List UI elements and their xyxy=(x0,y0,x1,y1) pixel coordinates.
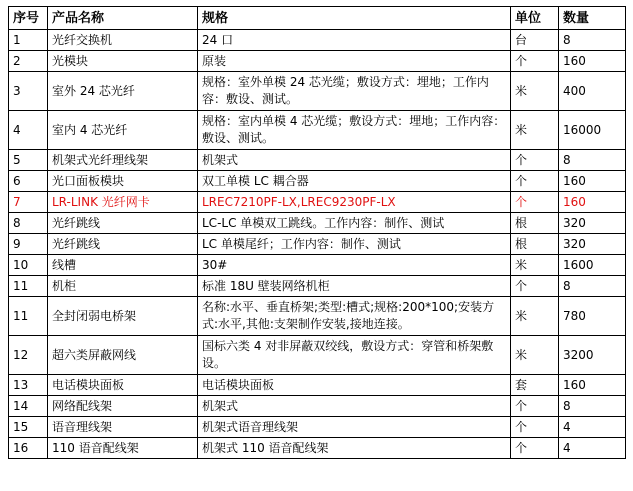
cell-qty: 160 xyxy=(559,171,626,192)
cell-qty: 320 xyxy=(559,234,626,255)
cell-unit: 个 xyxy=(511,417,559,438)
table-row xyxy=(9,192,626,213)
cell-qty: 160 xyxy=(559,192,626,213)
table-row xyxy=(9,234,626,255)
cell-qty: 4 xyxy=(559,417,626,438)
cell-no: 16 xyxy=(9,438,48,459)
cell-name: 网络配线架 xyxy=(48,396,198,417)
cell-name: 光纤交换机 xyxy=(48,30,198,51)
table-row xyxy=(9,396,626,417)
cell-spec: 双工单模 LC 耦合器 xyxy=(198,171,511,192)
cell-no: 15 xyxy=(9,417,48,438)
cell-unit: 个 xyxy=(511,171,559,192)
table-row xyxy=(9,51,626,72)
cell-name: 光模块 xyxy=(48,51,198,72)
table-row xyxy=(9,438,626,459)
table-body xyxy=(9,30,626,459)
table-row xyxy=(9,336,626,375)
cell-spec: 电话模块面板 xyxy=(198,375,511,396)
table-row xyxy=(9,213,626,234)
cell-no: 4 xyxy=(9,111,48,150)
cell-spec: 30# xyxy=(198,255,511,276)
cell-spec: 原装 xyxy=(198,51,511,72)
cell-unit: 个 xyxy=(511,396,559,417)
cell-spec: 24 口 xyxy=(198,30,511,51)
cell-unit: 米 xyxy=(511,336,559,375)
cell-qty: 1600 xyxy=(559,255,626,276)
cell-no: 12 xyxy=(9,336,48,375)
cell-qty: 400 xyxy=(559,72,626,111)
cell-no: 5 xyxy=(9,150,48,171)
cell-unit: 套 xyxy=(511,375,559,396)
cell-name: 光纤跳线 xyxy=(48,213,198,234)
cell-unit: 米 xyxy=(511,297,559,336)
table-row xyxy=(9,30,626,51)
table-row xyxy=(9,111,626,150)
header-name: 产品名称 xyxy=(48,7,198,30)
cell-no: 10 xyxy=(9,255,48,276)
cell-no: 6 xyxy=(9,171,48,192)
cell-no: 13 xyxy=(9,375,48,396)
cell-name: 机架式光纤理线架 xyxy=(48,150,198,171)
cell-unit: 根 xyxy=(511,213,559,234)
cell-no: 11 xyxy=(9,297,48,336)
cell-unit: 个 xyxy=(511,192,559,213)
cell-name: 光口面板模块 xyxy=(48,171,198,192)
cell-name: 电话模块面板 xyxy=(48,375,198,396)
cell-no: 8 xyxy=(9,213,48,234)
cell-spec: 机架式 xyxy=(198,396,511,417)
cell-spec: 标准 18U 壁装网络机柜 xyxy=(198,276,511,297)
cell-spec: 机架式 110 语音配线架 xyxy=(198,438,511,459)
cell-unit: 米 xyxy=(511,72,559,111)
cell-spec: 名称:水平、垂直桥架;类型:槽式;规格:200*100;安装方式:水平,其他:支架制作安装,接地连接。 xyxy=(198,297,511,336)
cell-qty: 160 xyxy=(559,51,626,72)
table-row xyxy=(9,255,626,276)
cell-unit: 米 xyxy=(511,255,559,276)
table-row xyxy=(9,297,626,336)
header-qty: 数量 xyxy=(559,7,626,30)
table-row xyxy=(9,150,626,171)
cell-qty: 160 xyxy=(559,375,626,396)
cell-no: 2 xyxy=(9,51,48,72)
cell-unit: 米 xyxy=(511,111,559,150)
cell-unit: 个 xyxy=(511,438,559,459)
cell-spec: LREC7210PF-LX,LREC9230PF-LX xyxy=(198,192,511,213)
cell-name: 机柜 xyxy=(48,276,198,297)
table-row xyxy=(9,417,626,438)
product-spec-table xyxy=(8,6,626,459)
cell-name: 光纤跳线 xyxy=(48,234,198,255)
cell-qty: 8 xyxy=(559,30,626,51)
cell-qty: 8 xyxy=(559,396,626,417)
cell-no: 11 xyxy=(9,276,48,297)
table-header-row xyxy=(9,7,626,30)
cell-no: 3 xyxy=(9,72,48,111)
cell-unit: 个 xyxy=(511,276,559,297)
table-row xyxy=(9,276,626,297)
cell-spec: 国标六类 4 对非屏蔽双绞线，敷设方式：穿管和桥架敷设。 xyxy=(198,336,511,375)
cell-unit: 根 xyxy=(511,234,559,255)
cell-name: 110 语音配线架 xyxy=(48,438,198,459)
cell-spec: 规格：室内单模 4 芯光缆；敷设方式：埋地；工作内容：敷设、测试。 xyxy=(198,111,511,150)
cell-name: 全封闭弱电桥架 xyxy=(48,297,198,336)
cell-qty: 780 xyxy=(559,297,626,336)
table-row xyxy=(9,72,626,111)
header-unit: 单位 xyxy=(511,7,559,30)
cell-unit: 个 xyxy=(511,150,559,171)
cell-spec: 机架式 xyxy=(198,150,511,171)
cell-unit: 台 xyxy=(511,30,559,51)
cell-no: 9 xyxy=(9,234,48,255)
cell-unit: 个 xyxy=(511,51,559,72)
cell-qty: 3200 xyxy=(559,336,626,375)
table-row xyxy=(9,375,626,396)
cell-spec: LC-LC 单模双工跳线。工作内容：制作、测试 xyxy=(198,213,511,234)
cell-qty: 8 xyxy=(559,276,626,297)
cell-name: 室内 4 芯光纤 xyxy=(48,111,198,150)
cell-qty: 320 xyxy=(559,213,626,234)
table-row xyxy=(9,171,626,192)
cell-name: 室外 24 芯光纤 xyxy=(48,72,198,111)
cell-qty: 4 xyxy=(559,438,626,459)
cell-spec: 机架式语音理线架 xyxy=(198,417,511,438)
header-no: 序号 xyxy=(9,7,48,30)
cell-no: 1 xyxy=(9,30,48,51)
cell-no: 14 xyxy=(9,396,48,417)
header-spec: 规格 xyxy=(198,7,511,30)
cell-qty: 8 xyxy=(559,150,626,171)
cell-qty: 16000 xyxy=(559,111,626,150)
cell-name: LR-LINK 光纤网卡 xyxy=(48,192,198,213)
cell-no: 7 xyxy=(9,192,48,213)
cell-spec: LC 单模尾纤；工作内容：制作、测试 xyxy=(198,234,511,255)
cell-name: 语音理线架 xyxy=(48,417,198,438)
cell-spec: 规格：室外单模 24 芯光缆；敷设方式：埋地；工作内容：敷设、测试。 xyxy=(198,72,511,111)
cell-name: 超六类屏蔽网线 xyxy=(48,336,198,375)
cell-name: 线槽 xyxy=(48,255,198,276)
